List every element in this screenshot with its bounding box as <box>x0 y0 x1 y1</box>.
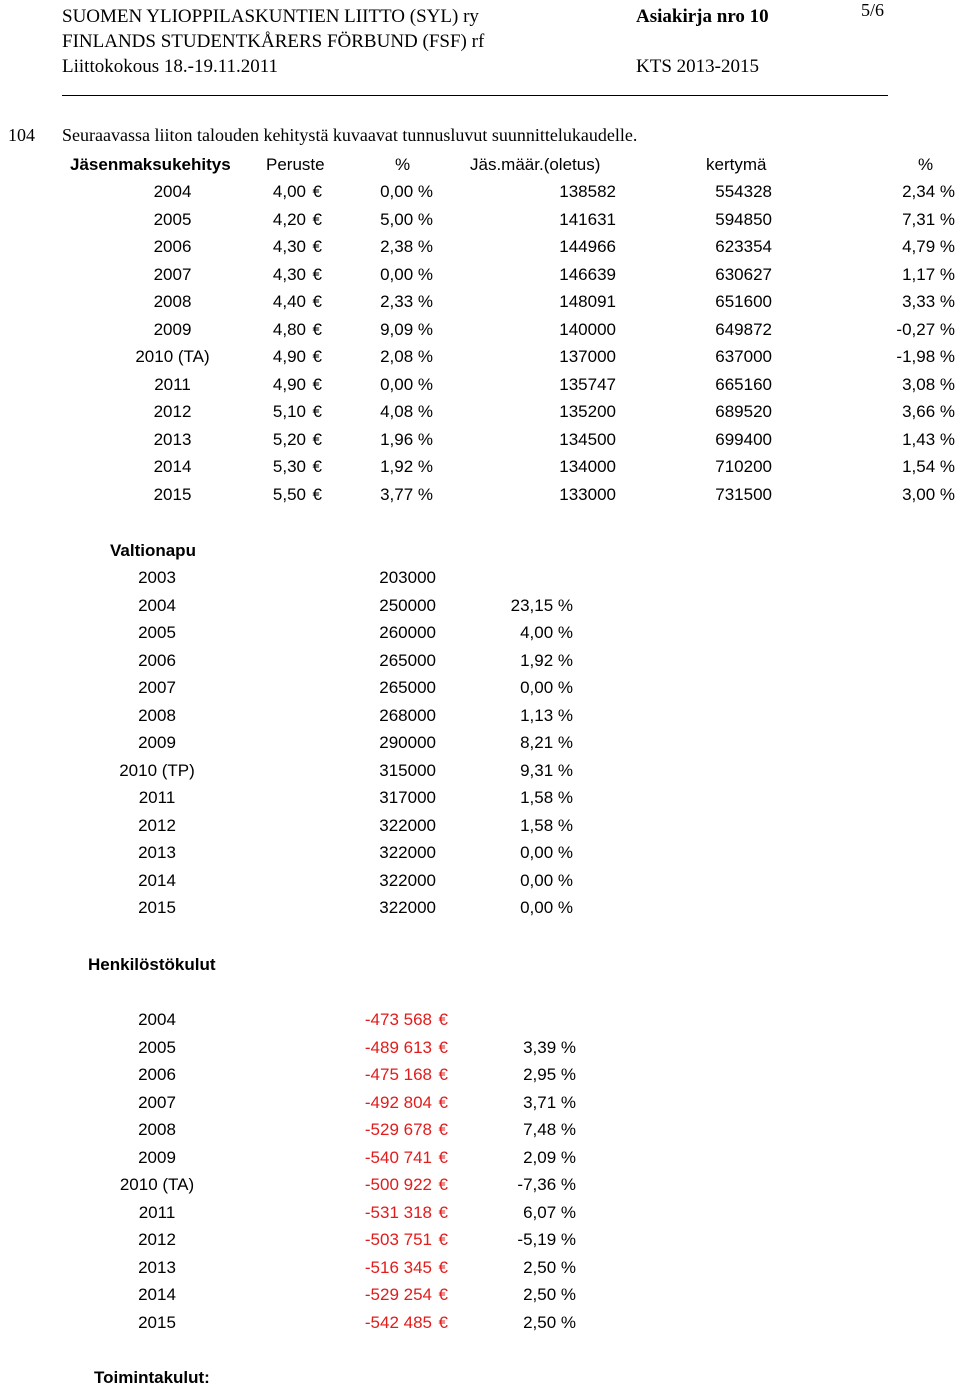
year-cell: 2014 <box>138 871 176 890</box>
column-header: Jäs.määr.(oletus) <box>470 155 601 174</box>
amount-cell: 250000 <box>379 596 436 615</box>
amount-cell: 315000 <box>379 761 436 780</box>
year-cell: 2015 <box>138 898 176 917</box>
amount-cell: 317000 <box>379 788 436 807</box>
euro-sign: € <box>312 430 322 449</box>
euro-sign: € <box>438 1203 448 1222</box>
year-cell: 2009 <box>153 320 192 339</box>
percent-cell: 23,15 % <box>510 596 573 615</box>
amount-cell-value: -542 485 <box>364 1313 432 1332</box>
org-name-sv: FINLANDS STUDENTKÅRERS FÖRBUND (FSF) rf <box>62 31 485 52</box>
amount-cell-value: -540 741 <box>364 1148 432 1167</box>
amount-cell <box>330 1175 448 1195</box>
line-number: 104 <box>8 125 35 145</box>
percent-cell: 1,58 % <box>520 788 573 807</box>
year-cell: 2012 <box>138 1230 176 1249</box>
total-cell: 731500 <box>715 485 772 504</box>
euro-sign: € <box>438 1313 448 1332</box>
total-cell: 710200 <box>715 457 772 476</box>
year-cell: 2004 <box>138 596 176 615</box>
total-cell: 649872 <box>715 320 772 339</box>
amount-cell: 265000 <box>379 678 436 697</box>
year-cell: 2008 <box>138 706 176 725</box>
amount-cell: 322000 <box>379 871 436 890</box>
euro-sign: € <box>438 1258 448 1277</box>
percent-cell: 0,00 % <box>380 182 433 201</box>
members-cell: 144966 <box>559 237 616 256</box>
percent-cell: 3,66 % <box>902 402 955 421</box>
percent-cell: 3,00 % <box>902 485 955 504</box>
members-cell: 133000 <box>559 485 616 504</box>
percent-cell: 2,95 % <box>523 1065 576 1084</box>
euro-sign: € <box>438 1065 448 1084</box>
percent-cell: 3,08 % <box>902 375 955 394</box>
euro-sign: € <box>438 1120 448 1139</box>
column-header: % <box>395 155 411 174</box>
base-fee-cell <box>240 210 322 230</box>
amount-cell-value: -529 254 <box>364 1285 432 1304</box>
amount-cell <box>330 1285 448 1305</box>
year-cell: 2012 <box>153 402 192 421</box>
year-cell: 2007 <box>138 678 176 697</box>
base-fee-cell-value: 4,40 <box>272 292 306 311</box>
year-cell: 2010 (TA) <box>119 1175 195 1194</box>
year-cell: 2006 <box>153 237 192 256</box>
year-cell: 2013 <box>153 430 192 449</box>
base-fee-cell-value: 4,20 <box>272 210 306 229</box>
percent-cell: 2,38 % <box>380 237 433 256</box>
amount-cell: 268000 <box>379 706 436 725</box>
percent-cell: 2,50 % <box>523 1285 576 1304</box>
operating-title: Toimintakulut: <box>94 1368 210 1387</box>
base-fee-cell-value: 4,90 <box>272 347 306 366</box>
base-fee-cell <box>240 292 322 312</box>
amount-cell-value: -489 613 <box>364 1038 432 1057</box>
year-cell: 2009 <box>138 1148 176 1167</box>
year-cell: 2006 <box>138 651 176 670</box>
percent-cell: 3,71 % <box>523 1093 576 1112</box>
base-fee-cell <box>240 457 322 477</box>
amount-cell <box>330 1065 448 1085</box>
total-cell: 630627 <box>715 265 772 284</box>
percent-cell: 8,21 % <box>520 733 573 752</box>
base-fee-cell <box>240 402 322 422</box>
members-cell: 140000 <box>559 320 616 339</box>
members-cell: 134000 <box>559 457 616 476</box>
members-cell: 134500 <box>559 430 616 449</box>
membership-title: Jäsenmaksukehitys <box>70 155 231 174</box>
euro-sign: € <box>438 1010 448 1029</box>
percent-cell: 6,07 % <box>523 1203 576 1222</box>
euro-sign: € <box>312 292 322 311</box>
percent-cell: 4,00 % <box>520 623 573 642</box>
amount-cell <box>330 1258 448 1278</box>
amount-cell <box>330 1010 448 1030</box>
year-cell: 2011 <box>138 1203 176 1222</box>
amount-cell <box>330 1038 448 1058</box>
percent-cell: 3,77 % <box>380 485 433 504</box>
percent-cell: 7,48 % <box>523 1120 576 1139</box>
header-divider <box>62 95 888 96</box>
members-cell: 146639 <box>559 265 616 284</box>
percent-cell: 0,00 % <box>380 375 433 394</box>
base-fee-cell <box>240 430 322 450</box>
members-cell: 148091 <box>559 292 616 311</box>
amount-cell <box>330 1313 448 1333</box>
amount-cell: 322000 <box>379 843 436 862</box>
percent-cell: 0,00 % <box>520 678 573 697</box>
percent-cell: 5,00 % <box>380 210 433 229</box>
percent-cell: 2,08 % <box>380 347 433 366</box>
year-cell: 2003 <box>138 568 176 587</box>
year-cell: 2010 (TA) <box>135 347 210 366</box>
base-fee-cell-value: 5,30 <box>272 457 306 476</box>
amount-cell <box>330 1203 448 1223</box>
year-cell: 2008 <box>138 1120 176 1139</box>
euro-sign: € <box>438 1175 448 1194</box>
amount-cell-value: -500 922 <box>364 1175 432 1194</box>
base-fee-cell <box>240 320 322 340</box>
amount-cell: 265000 <box>379 651 436 670</box>
amount-cell-value: -529 678 <box>364 1120 432 1139</box>
percent-cell: 1,43 % <box>902 430 955 449</box>
percent-cell: 2,50 % <box>523 1258 576 1277</box>
amount-cell: 260000 <box>379 623 436 642</box>
amount-cell <box>330 1093 448 1113</box>
year-cell: 2012 <box>138 816 176 835</box>
kts-period: KTS 2013-2015 <box>636 56 759 77</box>
year-cell: 2010 (TP) <box>119 761 195 780</box>
state-aid-title: Valtionapu <box>110 541 196 560</box>
amount-cell-value: -473 568 <box>364 1010 432 1029</box>
year-cell: 2011 <box>154 375 191 394</box>
base-fee-cell <box>240 347 322 367</box>
euro-sign: € <box>438 1093 448 1112</box>
year-cell: 2005 <box>138 623 176 642</box>
percent-cell: 1,17 % <box>902 265 955 284</box>
percent-cell: 2,34 % <box>902 182 955 201</box>
year-cell: 2004 <box>138 1010 176 1029</box>
total-cell: 637000 <box>715 347 772 366</box>
amount-cell-value: -503 751 <box>364 1230 432 1249</box>
year-cell: 2007 <box>153 265 192 284</box>
year-cell: 2014 <box>153 457 192 476</box>
meeting-date: Liittokokous 18.-19.11.2011 <box>62 56 279 77</box>
year-cell: 2013 <box>138 1258 176 1277</box>
percent-cell: -1,98 % <box>896 347 955 366</box>
column-header: % <box>918 155 934 174</box>
percent-cell: 0,00 % <box>520 871 573 890</box>
members-cell: 137000 <box>559 347 616 366</box>
percent-cell: -7,36 % <box>517 1175 576 1194</box>
euro-sign: € <box>312 265 322 284</box>
year-cell: 2014 <box>138 1285 176 1304</box>
base-fee-cell <box>240 375 322 395</box>
percent-cell: 2,50 % <box>523 1313 576 1332</box>
base-fee-cell-value: 4,80 <box>272 320 306 339</box>
members-cell: 141631 <box>559 210 616 229</box>
amount-cell: 290000 <box>379 733 436 752</box>
euro-sign: € <box>438 1148 448 1167</box>
percent-cell: 4,79 % <box>902 237 955 256</box>
column-header: Peruste <box>266 155 325 174</box>
euro-sign: € <box>312 320 322 339</box>
percent-cell: 0,00 % <box>380 265 433 284</box>
percent-cell: 1,54 % <box>902 457 955 476</box>
amount-cell: 322000 <box>379 816 436 835</box>
year-cell: 2015 <box>138 1313 176 1332</box>
page-number: 5/6 <box>861 0 885 20</box>
percent-cell: 0,00 % <box>520 843 573 862</box>
euro-sign: € <box>312 402 322 421</box>
percent-cell: 7,31 % <box>902 210 955 229</box>
members-cell: 135200 <box>559 402 616 421</box>
year-cell: 2005 <box>138 1038 176 1057</box>
percent-cell: 0,00 % <box>520 898 573 917</box>
total-cell: 689520 <box>715 402 772 421</box>
base-fee-cell-value: 4,00 <box>272 182 306 201</box>
percent-cell: 9,09 % <box>380 320 433 339</box>
total-cell: 623354 <box>715 237 772 256</box>
euro-sign: € <box>438 1285 448 1304</box>
base-fee-cell <box>240 485 322 505</box>
percent-cell: 9,31 % <box>520 761 573 780</box>
year-cell: 2006 <box>138 1065 176 1084</box>
amount-cell <box>330 1230 448 1250</box>
euro-sign: € <box>312 457 322 476</box>
percent-cell: 1,92 % <box>380 457 433 476</box>
percent-cell: 3,33 % <box>902 292 955 311</box>
percent-cell: -0,27 % <box>896 320 955 339</box>
total-cell: 554328 <box>715 182 772 201</box>
total-cell: 651600 <box>715 292 772 311</box>
percent-cell: 2,33 % <box>380 292 433 311</box>
euro-sign: € <box>312 210 322 229</box>
amount-cell-value: -531 318 <box>364 1203 432 1222</box>
total-cell: 594850 <box>715 210 772 229</box>
intro-text: Seuraavassa liiton talouden kehitystä kuvaavat tunnusluvut suunnittelukaudelle. <box>62 125 638 145</box>
year-cell: 2005 <box>153 210 192 229</box>
euro-sign: € <box>312 182 322 201</box>
base-fee-cell-value: 4,30 <box>272 237 306 256</box>
members-cell: 138582 <box>559 182 616 201</box>
euro-sign: € <box>312 375 322 394</box>
euro-sign: € <box>438 1038 448 1057</box>
column-header: kertymä <box>706 155 767 174</box>
year-cell: 2004 <box>153 182 192 201</box>
base-fee-cell <box>240 182 322 202</box>
document-number: Asiakirja nro 10 <box>636 6 769 27</box>
base-fee-cell-value: 5,20 <box>272 430 306 449</box>
percent-cell: 1,92 % <box>520 651 573 670</box>
base-fee-cell <box>240 237 322 257</box>
percent-cell: 2,09 % <box>523 1148 576 1167</box>
year-cell: 2008 <box>153 292 192 311</box>
euro-sign: € <box>312 485 322 504</box>
base-fee-cell-value: 4,30 <box>272 265 306 284</box>
percent-cell: 1,96 % <box>380 430 433 449</box>
percent-cell: 1,13 % <box>520 706 573 725</box>
percent-cell: 3,39 % <box>523 1038 576 1057</box>
org-name-fi: SUOMEN YLIOPPILASKUNTIEN LIITTO (SYL) ry <box>62 6 479 27</box>
euro-sign: € <box>438 1230 448 1249</box>
year-cell: 2013 <box>138 843 176 862</box>
base-fee-cell-value: 5,50 <box>272 485 306 504</box>
year-cell: 2007 <box>138 1093 176 1112</box>
base-fee-cell-value: 5,10 <box>272 402 306 421</box>
amount-cell <box>330 1148 448 1168</box>
euro-sign: € <box>312 347 322 366</box>
amount-cell <box>330 1120 448 1140</box>
total-cell: 699400 <box>715 430 772 449</box>
base-fee-cell <box>240 265 322 285</box>
base-fee-cell-value: 4,90 <box>272 375 306 394</box>
amount-cell: 322000 <box>379 898 436 917</box>
members-cell: 135747 <box>559 375 616 394</box>
total-cell: 665160 <box>715 375 772 394</box>
amount-cell-value: -492 804 <box>364 1093 432 1112</box>
year-cell: 2009 <box>138 733 176 752</box>
year-cell: 2011 <box>138 788 176 807</box>
percent-cell: 1,58 % <box>520 816 573 835</box>
percent-cell: -5,19 % <box>517 1230 576 1249</box>
amount-cell: 203000 <box>379 568 436 587</box>
amount-cell-value: -516 345 <box>364 1258 432 1277</box>
personnel-title: Henkilöstökulut <box>88 955 216 974</box>
percent-cell: 4,08 % <box>380 402 433 421</box>
year-cell: 2015 <box>153 485 192 504</box>
amount-cell-value: -475 168 <box>364 1065 432 1084</box>
euro-sign: € <box>312 237 322 256</box>
